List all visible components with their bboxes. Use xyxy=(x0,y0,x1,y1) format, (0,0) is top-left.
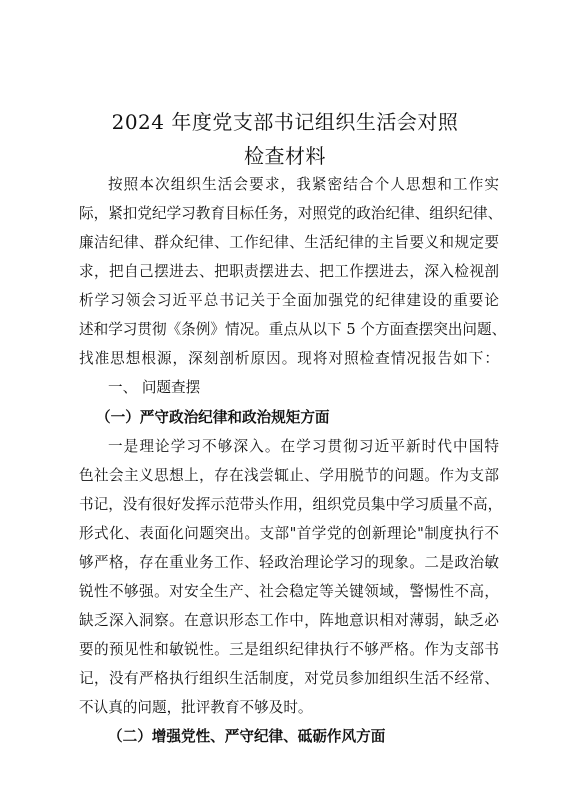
body-line: 缺乏深入洞察。在意识形态工作中，阵地意识相对薄弱，缺乏必 xyxy=(79,612,499,629)
document-title-line-2: 检查材料 xyxy=(244,144,326,168)
body-line: 够严格，存在重业务工作、轻政治理论学习的现象。二是政治敏 xyxy=(79,554,499,571)
intro-line: 廉洁纪律、群众纪律、工作纪律、生活纪律的主旨要义和规定要 xyxy=(79,234,499,251)
intro-line: 按照本次组织生活会要求，我紧密结合个人思想和工作实 xyxy=(108,176,499,193)
document-title-line-1: 2024 年度党支部书记组织生活会对照 xyxy=(111,110,459,134)
subsection-heading: （二）增强党性、严守纪律、砥砺作风方面 xyxy=(108,728,386,745)
section-heading: 一、 问题查摆 xyxy=(108,379,201,396)
body-line: 不认真的问题，批评教育不够及时。 xyxy=(79,699,313,716)
body-line: 要的预见性和敏锐性。三是组织纪律执行不够严格。作为支部书 xyxy=(79,641,499,658)
subsection-heading: （一）严守政治纪律和政治规矩方面 xyxy=(96,409,330,426)
intro-line: 述和学习贯彻《条例》情况。重点从以下 5 个方面查摆突出问题、 xyxy=(79,321,507,338)
body-line: 形式化、表面化问题突出。支部"首学党的创新理论"制度执行不 xyxy=(79,525,499,542)
intro-line: 求，把自己摆进去、把职责摆进去、把工作摆进去，深入检视剖 xyxy=(79,263,499,280)
body-line: 记，没有严格执行组织生活制度，对党员参加组织生活不经常、 xyxy=(79,670,499,687)
body-line: 一是理论学习不够深入。在学习贯彻习近平新时代中国特 xyxy=(108,438,499,455)
intro-line: 析学习领会习近平总书记关于全面加强党的纪律建设的重要论 xyxy=(79,292,499,309)
body-line: 锐性不够强。对安全生产、社会稳定等关键领域，警惕性不高， xyxy=(79,583,499,600)
body-line: 色社会主义思想上，存在浅尝辄止、学用脱节的问题。作为支部 xyxy=(79,467,499,484)
intro-line: 际，紧扣党纪学习教育目标任务，对照党的政治纪律、组织纪律、 xyxy=(79,205,503,222)
body-line: 书记，没有很好发挥示范带头作用，组织党员集中学习质量不高， xyxy=(79,496,503,513)
intro-line: 找准思想根源，深刻剖析原因。现将对照检查情况报告如下： xyxy=(79,350,499,367)
